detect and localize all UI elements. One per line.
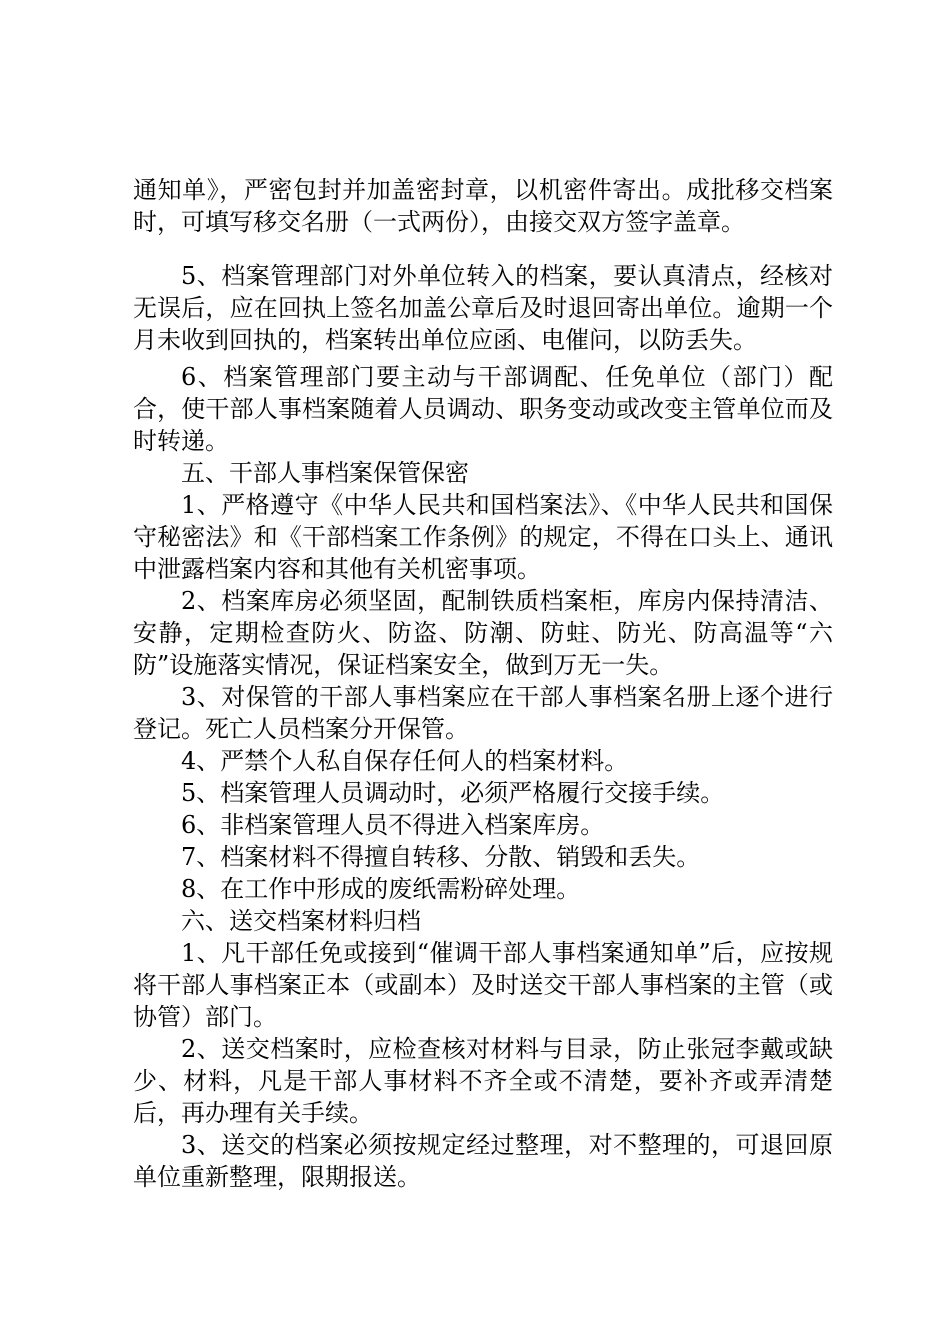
paragraph-item: 1、凡干部任免或接到“催调干部人事档案通知单”后，应按规将干部人事档案正本（或副本）及时送交干部人事档案的主管（或协管）部门。 — [133, 939, 833, 1031]
paragraph-item: 5、档案管理部门对外单位转入的档案，要认真清点，经核对无误后，应在回执上签名加盖公章后及时退回寄出单位。逾期一个月未收到回执的，档案转出单位应函、电催问，以防丢失。 — [133, 262, 833, 354]
paragraph-gap — [133, 238, 833, 260]
paragraph-item: 7、档案材料不得擅自转移、分散、销毁和丢失。 — [181, 843, 701, 871]
paragraph-item: 2、送交档案时，应检查核对材料与目录，防止张冠李戴或缺少、材料，凡是干部人事材料不齐全或不清楚，要补齐或弄清楚后，再办理有关手续。 — [133, 1035, 833, 1127]
paragraph-item: 3、送交的档案必须按规定经过整理，对不整理的，可退回原单位重新整理，限期报送。 — [133, 1131, 833, 1191]
paragraph-item: 8、在工作中形成的废纸需粉碎处理。 — [181, 875, 581, 903]
section-heading: 五、干部人事档案保管保密 — [181, 459, 469, 487]
paragraph-continuation: 通知单》，严密包封并加盖密封章，以机密件寄出。成批移交档案时，可填写移交名册（一式两份），由接交双方签字盖章。 — [133, 176, 833, 236]
paragraph-item: 4、严禁个人私自保存任何人的档案材料。 — [181, 747, 629, 775]
paragraph-item: 3、对保管的干部人事档案应在干部人事档案名册上逐个进行登记。死亡人员档案分开保管。 — [133, 683, 833, 743]
paragraph-item: 5、档案管理人员调动时，必须严格履行交接手续。 — [181, 779, 725, 807]
paragraph-item: 6、档案管理部门要主动与干部调配、任免单位（部门）配合，使干部人事档案随着人员调动、职务变动或改变主管单位而及时转递。 — [133, 363, 833, 455]
section-heading: 六、送交档案材料归档 — [181, 907, 421, 935]
document-page — [133, 174, 833, 1193]
paragraph-item: 2、档案库房必须坚固，配制铁质档案柜，库房内保持清洁、安静，定期检查防火、防盗、防潮、防蛀、防光、防高温等“六防”设施落实情况，保证档案安全，做到万无一失。 — [133, 587, 833, 679]
paragraph-item: 1、严格遵守《中华人民共和国档案法》、《中华人民共和国保守秘密法》和《干部档案工作条例》的规定，不得在口头上、通讯中泄露档案内容和其他有关机密事项。 — [133, 491, 833, 583]
paragraph-item: 6、非档案管理人员不得进入档案库房。 — [181, 811, 605, 839]
